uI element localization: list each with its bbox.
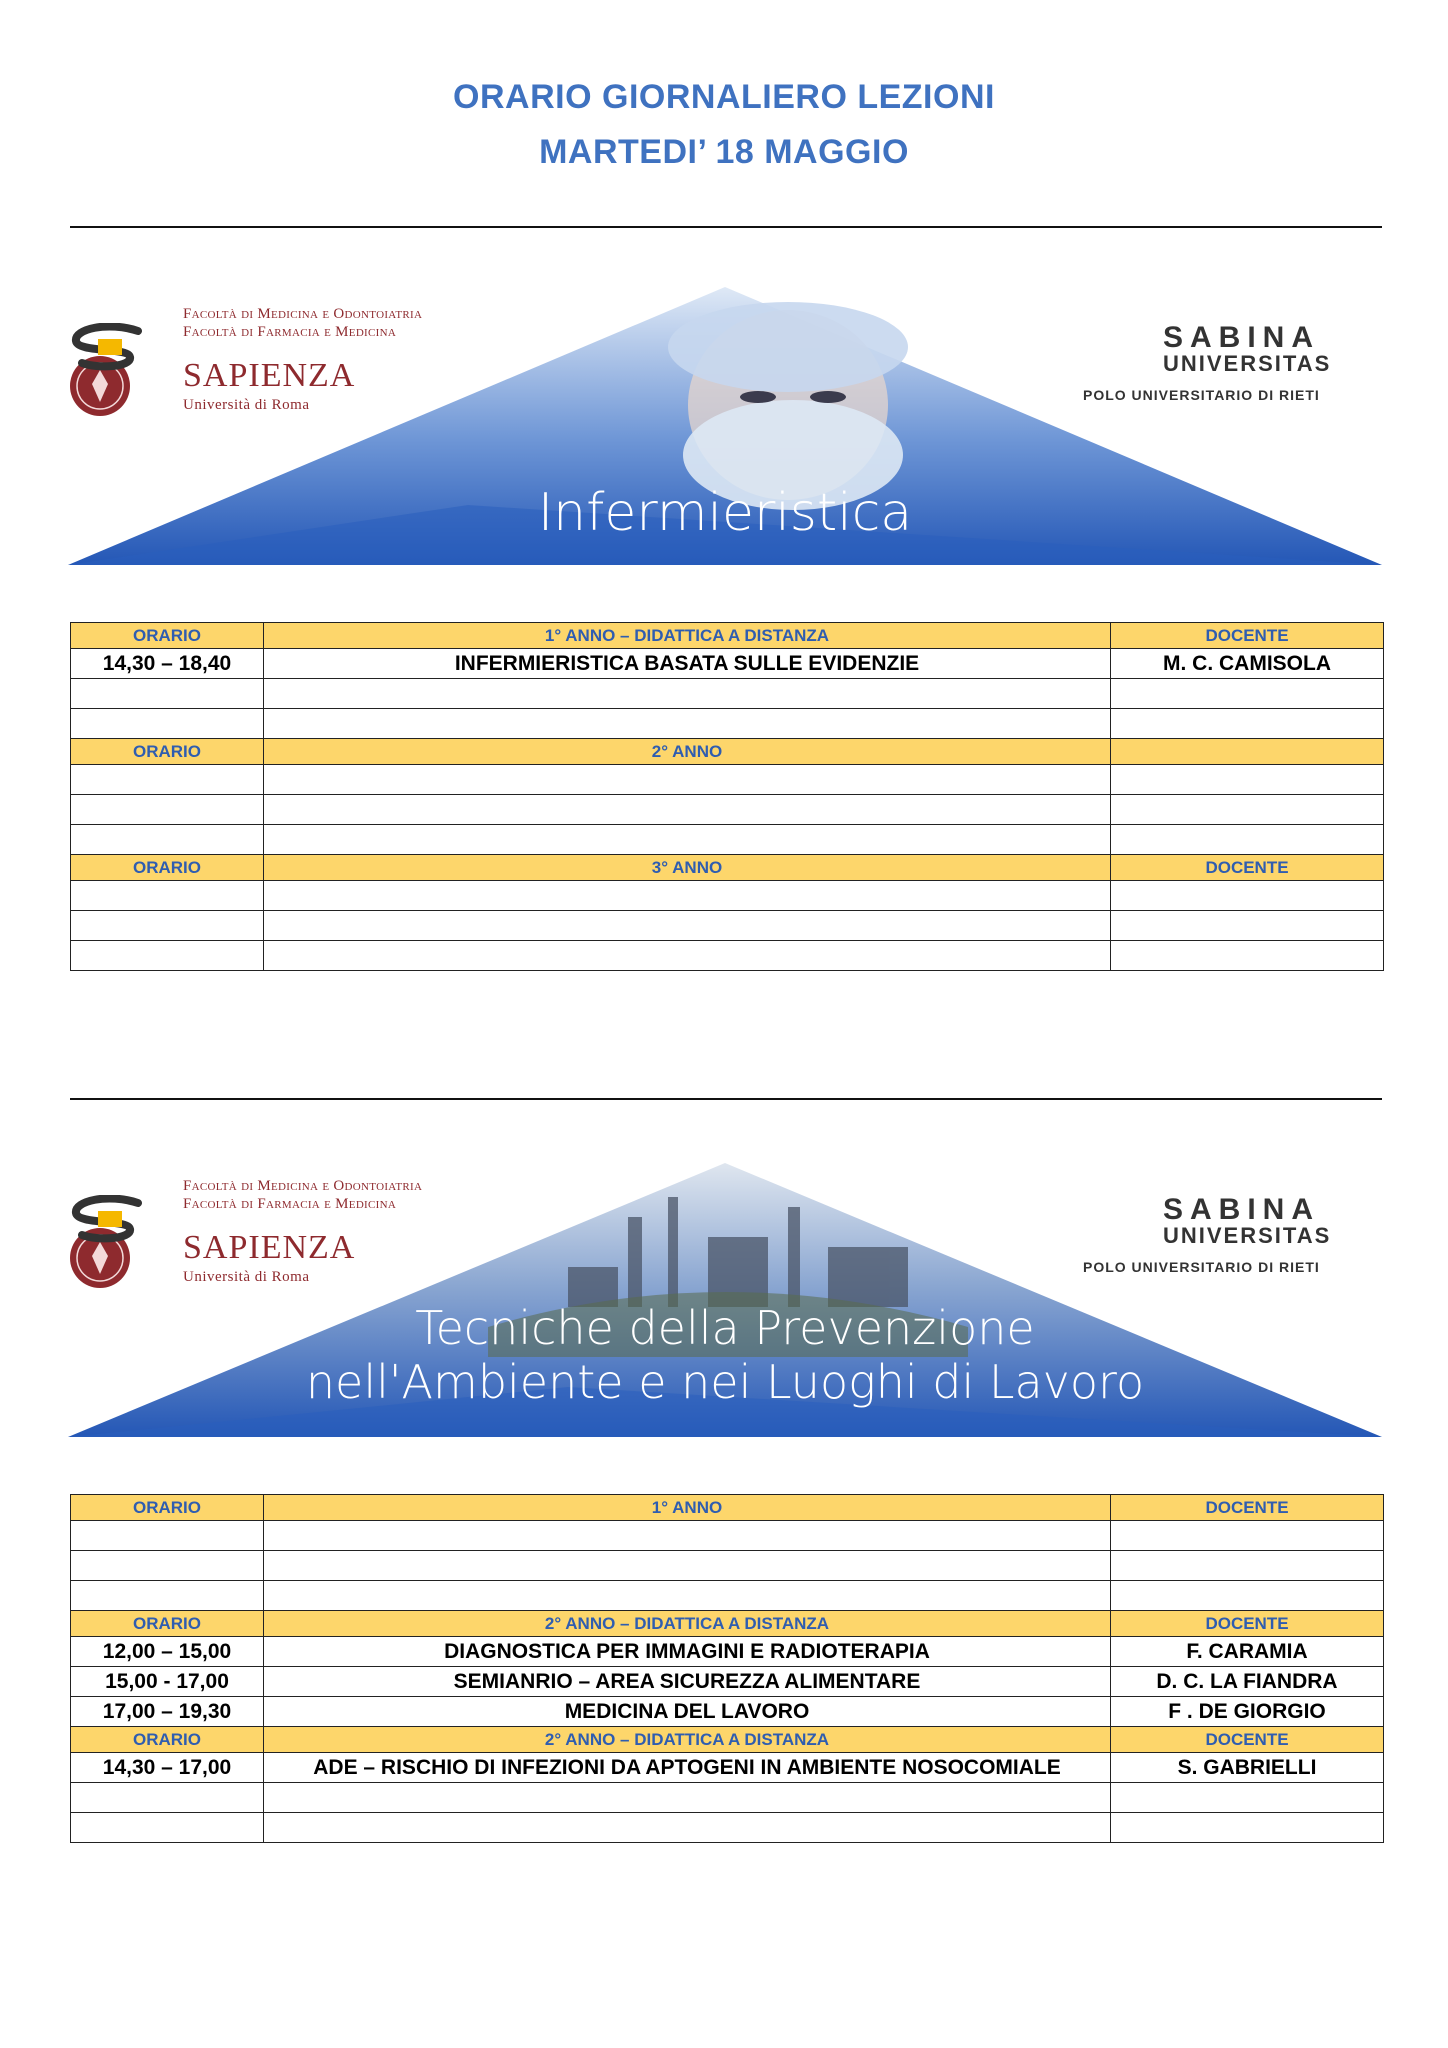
header-docente: DOCENTE bbox=[1111, 623, 1384, 649]
cell-orario bbox=[71, 825, 264, 855]
cell-docente: F. CARAMIA bbox=[1111, 1637, 1384, 1667]
header-orario: ORARIO bbox=[71, 623, 264, 649]
cell-docente bbox=[1111, 765, 1384, 795]
schedule-table-infermieristica bbox=[70, 622, 1384, 971]
header-orario: ORARIO bbox=[71, 1611, 264, 1637]
table-row bbox=[71, 679, 1384, 709]
cell-orario bbox=[71, 1783, 264, 1813]
faculty-line2: Facoltà di Farmacia e Medicina bbox=[183, 1196, 397, 1212]
table-row bbox=[71, 1581, 1384, 1611]
header-docente: DOCENTE bbox=[1111, 1727, 1384, 1753]
cell-lezione: ADE – RISCHIO DI INFEZIONI DA APTOGENI IN AMBIENTE NOSOCOMIALE bbox=[264, 1753, 1111, 1783]
table-row bbox=[71, 1813, 1384, 1843]
cell-lezione bbox=[264, 911, 1111, 941]
table-row bbox=[71, 941, 1384, 971]
sabina-polo: POLO UNIVERSITARIO DI RIETI bbox=[1083, 1259, 1320, 1275]
sabina-logo-icon bbox=[68, 323, 158, 371]
sabina-name: SABINA bbox=[1163, 1193, 1321, 1226]
cell-docente: S. GABRIELLI bbox=[1111, 1753, 1384, 1783]
banner-caption-line2: nell'Ambiente e nei Luoghi di Lavoro bbox=[305, 1355, 1145, 1409]
table-row bbox=[71, 1521, 1384, 1551]
header-docente: DOCENTE bbox=[1111, 855, 1384, 881]
header-anno: 2° ANNO bbox=[264, 739, 1111, 765]
cell-docente bbox=[1111, 1581, 1384, 1611]
table-row bbox=[71, 1753, 1384, 1783]
cell-docente bbox=[1111, 1813, 1384, 1843]
cell-orario bbox=[71, 941, 264, 971]
sabina-universitas: UNIVERSITAS bbox=[1163, 351, 1332, 376]
cell-lezione: INFERMIERISTICA BASATA SULLE EVIDENZIE bbox=[264, 649, 1111, 679]
cell-lezione bbox=[264, 1551, 1111, 1581]
header-orario: ORARIO bbox=[71, 855, 264, 881]
table-row bbox=[71, 825, 1384, 855]
cell-docente bbox=[1111, 1551, 1384, 1581]
banner-caption: Infermieristica bbox=[537, 483, 913, 543]
table-header-row bbox=[71, 1727, 1384, 1753]
header-anno: 2° ANNO – DIDATTICA A DISTANZA bbox=[264, 1727, 1111, 1753]
faculty-line1: Facoltà di Medicina e Odontoiatria bbox=[183, 306, 423, 322]
table-row bbox=[71, 649, 1384, 679]
cell-orario bbox=[71, 1813, 264, 1843]
cell-orario: 17,00 – 19,30 bbox=[71, 1697, 264, 1727]
header-docente: DOCENTE bbox=[1111, 1611, 1384, 1637]
table-row bbox=[71, 881, 1384, 911]
cell-orario: 15,00 - 17,00 bbox=[71, 1667, 264, 1697]
cell-lezione bbox=[264, 941, 1111, 971]
cell-docente: M. C. CAMISOLA bbox=[1111, 649, 1384, 679]
sapienza-university: Università di Roma bbox=[183, 397, 310, 413]
cell-lezione: SEMIANRIO – AREA SICUREZZA ALIMENTARE bbox=[264, 1667, 1111, 1697]
cell-lezione bbox=[264, 1783, 1111, 1813]
cell-docente bbox=[1111, 679, 1384, 709]
cell-lezione bbox=[264, 679, 1111, 709]
cell-orario bbox=[71, 881, 264, 911]
cell-docente bbox=[1111, 881, 1384, 911]
cell-docente: D. C. LA FIANDRA bbox=[1111, 1667, 1384, 1697]
cell-lezione bbox=[264, 881, 1111, 911]
cell-orario bbox=[71, 1581, 264, 1611]
cell-docente bbox=[1111, 825, 1384, 855]
cell-orario bbox=[71, 911, 264, 941]
header-anno: 1° ANNO bbox=[264, 1495, 1111, 1521]
banner-caption-line1: Tecniche della Prevenzione bbox=[415, 1301, 1035, 1355]
cell-docente bbox=[1111, 941, 1384, 971]
sapienza-name: SAPIENZA bbox=[183, 1229, 356, 1266]
cell-docente bbox=[1111, 1783, 1384, 1813]
cell-lezione bbox=[264, 825, 1111, 855]
faculty-line1: Facoltà di Medicina e Odontoiatria bbox=[183, 1178, 423, 1194]
cell-lezione bbox=[264, 1581, 1111, 1611]
cell-docente: F . DE GIORGIO bbox=[1111, 1697, 1384, 1727]
cell-orario bbox=[71, 679, 264, 709]
cell-lezione: MEDICINA DEL LAVORO bbox=[264, 1697, 1111, 1727]
sabina-universitas: UNIVERSITAS bbox=[1163, 1223, 1332, 1248]
cell-lezione: DIAGNOSTICA PER IMMAGINI E RADIOTERAPIA bbox=[264, 1637, 1111, 1667]
cell-lezione bbox=[264, 765, 1111, 795]
table-header-row bbox=[71, 1495, 1384, 1521]
sabina-logo-icon bbox=[68, 1195, 158, 1243]
table-row bbox=[71, 1667, 1384, 1697]
header-docente: DOCENTE bbox=[1111, 1495, 1384, 1521]
faculty-line2: Facoltà di Farmacia e Medicina bbox=[183, 324, 397, 340]
cell-orario bbox=[71, 1551, 264, 1581]
cell-orario: 14,30 – 18,40 bbox=[71, 649, 264, 679]
table-row bbox=[71, 1697, 1384, 1727]
sabina-name: SABINA bbox=[1163, 321, 1321, 354]
header-orario: ORARIO bbox=[71, 1727, 264, 1753]
table-header-row bbox=[71, 855, 1384, 881]
cell-docente bbox=[1111, 709, 1384, 739]
cell-lezione bbox=[264, 795, 1111, 825]
cell-orario bbox=[71, 709, 264, 739]
table-row bbox=[71, 709, 1384, 739]
page-title-line1: ORARIO GIORNALIERO LEZIONI bbox=[453, 78, 995, 116]
table-header-row bbox=[71, 623, 1384, 649]
table-row bbox=[71, 911, 1384, 941]
banner-infermieristica bbox=[68, 285, 1382, 565]
sabina-polo: POLO UNIVERSITARIO DI RIETI bbox=[1083, 387, 1320, 403]
top-divider bbox=[70, 226, 1382, 228]
header-docente bbox=[1111, 739, 1384, 765]
cell-orario: 12,00 – 15,00 bbox=[71, 1637, 264, 1667]
table-row bbox=[71, 1551, 1384, 1581]
page-title-line2: MARTEDI’ 18 MAGGIO bbox=[539, 133, 909, 171]
cell-docente bbox=[1111, 795, 1384, 825]
cell-orario: 14,30 – 17,00 bbox=[71, 1753, 264, 1783]
banner-tecniche-prevenzione bbox=[68, 1157, 1382, 1437]
header-orario: ORARIO bbox=[71, 739, 264, 765]
cell-orario bbox=[71, 765, 264, 795]
sapienza-university: Università di Roma bbox=[183, 1269, 310, 1285]
table-row bbox=[71, 765, 1384, 795]
cell-lezione bbox=[264, 709, 1111, 739]
cell-orario bbox=[71, 1521, 264, 1551]
table-row bbox=[71, 795, 1384, 825]
cell-orario bbox=[71, 795, 264, 825]
schedule-table-tecniche-prevenzione bbox=[70, 1494, 1384, 1843]
header-anno: 2° ANNO – DIDATTICA A DISTANZA bbox=[264, 1611, 1111, 1637]
header-orario: ORARIO bbox=[71, 1495, 264, 1521]
sapienza-name: SAPIENZA bbox=[183, 357, 356, 394]
cell-lezione bbox=[264, 1521, 1111, 1551]
header-anno: 1° ANNO – DIDATTICA A DISTANZA bbox=[264, 623, 1111, 649]
table-header-row bbox=[71, 739, 1384, 765]
cell-docente bbox=[1111, 1521, 1384, 1551]
cell-docente bbox=[1111, 911, 1384, 941]
middle-divider bbox=[70, 1098, 1382, 1100]
cell-lezione bbox=[264, 1813, 1111, 1843]
table-header-row bbox=[71, 1611, 1384, 1637]
table-row bbox=[71, 1783, 1384, 1813]
header-anno: 3° ANNO bbox=[264, 855, 1111, 881]
table-row bbox=[71, 1637, 1384, 1667]
